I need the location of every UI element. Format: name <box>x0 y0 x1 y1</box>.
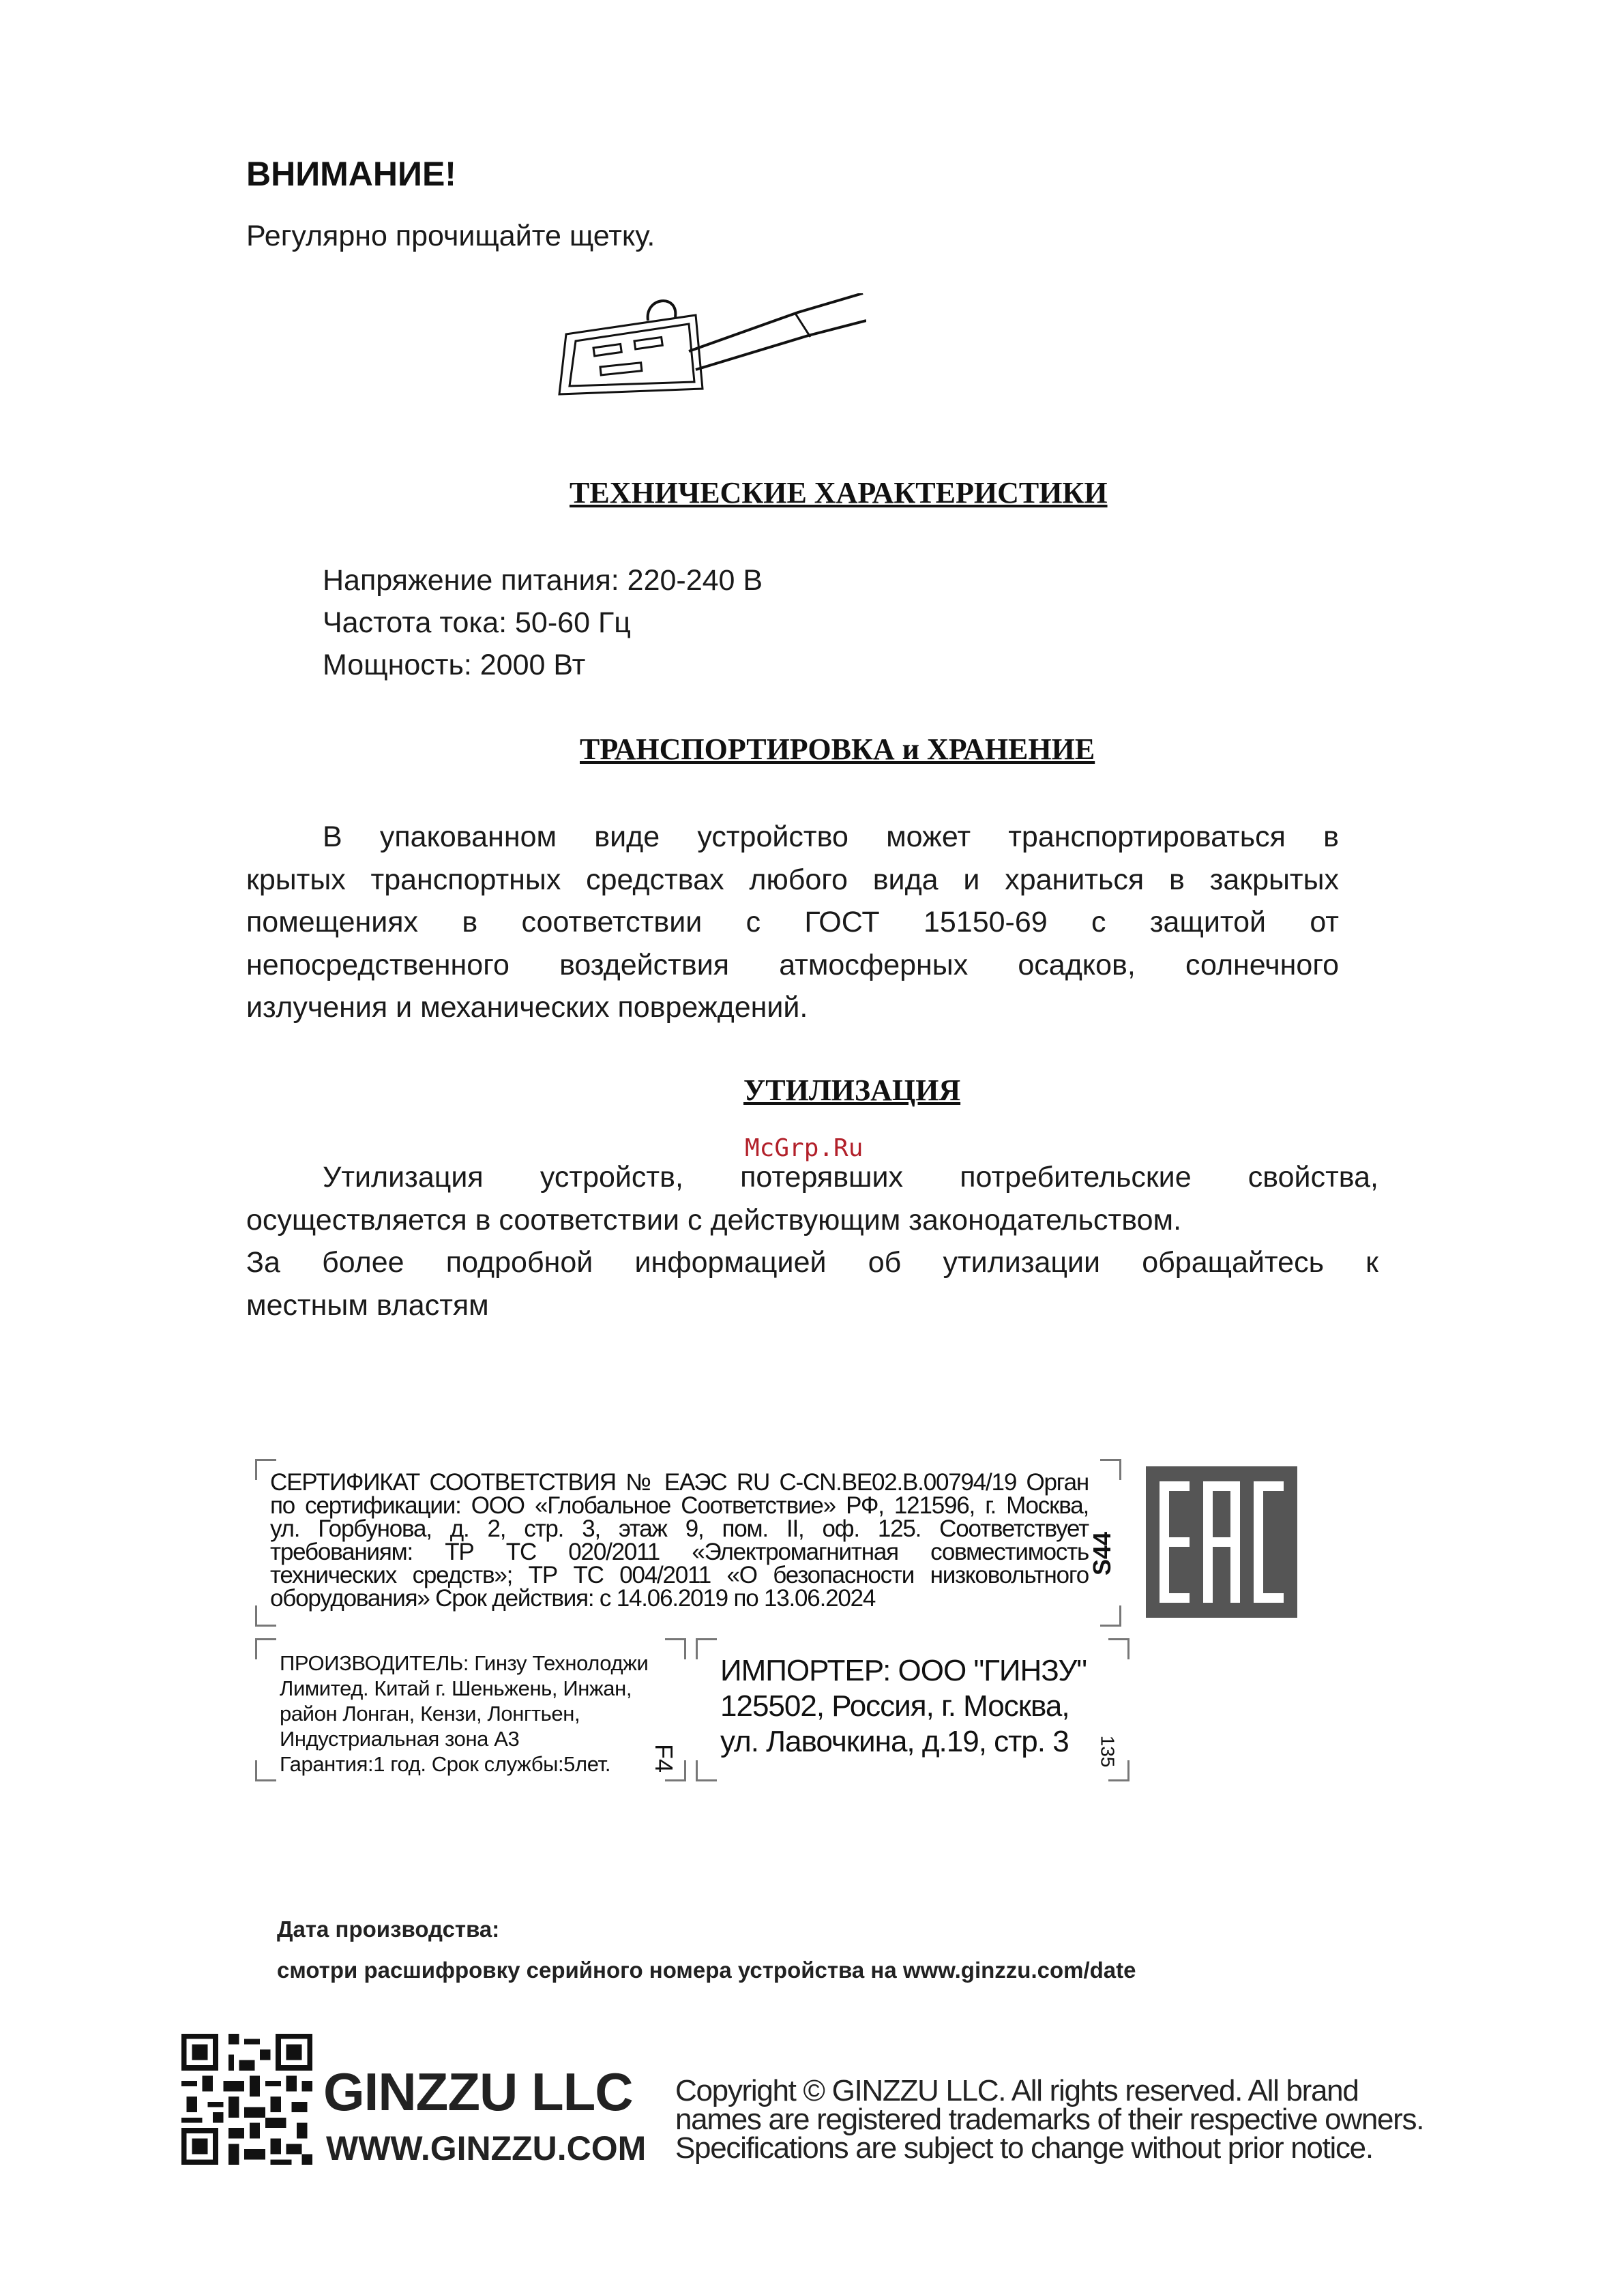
manufacturer-line: район Лонган, Кензи, Лонгтьен, <box>280 1702 580 1726</box>
manufacturer-line: Лимитед. Китай г. Шеньжень, Инжан, <box>280 1676 632 1700</box>
disposal-title: УТИЛИЗАЦИЯ <box>743 1074 961 1107</box>
transport-line: излучения и механических повреждений. <box>246 991 808 1024</box>
importer-line: 125502, Россия, г. Москва, <box>720 1689 1069 1723</box>
brush-cleaning-illustration <box>552 293 866 413</box>
brand-website: WWW.GINZZU.COM <box>326 2129 647 2167</box>
specs-title: ТЕХНИЧЕСКИЕ ХАРАКТЕРИСТИКИ <box>570 476 1108 509</box>
importer-line: ул. Лавочкина, д.19, стр. 3 <box>720 1725 1069 1758</box>
importer-label <box>696 1638 1130 1781</box>
transport-line: помещениях в соответствии с ГОСТ 15150-69 с защитой от <box>246 906 1339 938</box>
importer-code: 135 <box>1097 1735 1119 1768</box>
certificate-line: ул. Горбунова, д. 2, стр. 3, этаж 9, пом. II, оф. 125. Соответствует <box>270 1515 1089 1542</box>
copyright-line: names are registered trademarks of their respective owners. <box>675 2103 1424 2136</box>
certificate-line: требованиям: ТР ТС 020/2011 «Электромагнитная совместимость <box>270 1539 1089 1565</box>
certificate-line: СЕРТИФИКАТ СООТВЕТСТВИЯ № ЕАЭС RU C-CN.BE02.B.00794/19 Орган <box>270 1469 1089 1496</box>
copyright-line: Specifications are subject to change without prior notice. <box>675 2131 1373 2165</box>
manufacturer-text <box>280 1650 648 1777</box>
disposal-paragraph <box>246 1156 1378 1327</box>
manufacturer-label <box>255 1638 686 1781</box>
transport-line: крытых транспортных средствах любого вида и храниться в закрытых <box>246 863 1339 896</box>
specs-list <box>323 559 763 686</box>
warning-text: Регулярно прочищайте щетку. <box>246 220 655 252</box>
transport-paragraph <box>246 816 1339 1029</box>
certificate-line: технических средств»; ТР ТС 004/2011 «О безопасности низковольтного <box>270 1562 1089 1588</box>
eac-mark-icon <box>1146 1466 1297 1618</box>
certificate-code: S44 <box>1088 1531 1116 1575</box>
disposal-line: осуществляется в соответствии с действующим законодательством. <box>246 1203 1182 1237</box>
certificate-line: оборудования» Срок действия: с 14.06.2019 по 13.06.2024 <box>270 1585 876 1612</box>
disposal-line: За более подробной информацией об утилизации обращайтесь к <box>246 1246 1378 1279</box>
certificate-label <box>255 1459 1121 1627</box>
certificate-text <box>270 1471 1089 1610</box>
production-date-text: смотри расшифровку серийного номера устройства на www.ginzzu.com/date <box>277 1957 1136 1983</box>
manufacturer-line: Гарантия:1 год. Срок службы:5лет. <box>280 1752 611 1776</box>
importer-text <box>720 1653 1087 1760</box>
manufacturer-line: ПРОИЗВОДИТЕЛЬ: Гинзу Технолоджи <box>280 1651 649 1675</box>
spec-power: Мощность: 2000 Вт <box>323 649 586 681</box>
certificate-line: по сертификации: ООО «Глобальное Соответствие» РФ, 121596, г. Москва, <box>270 1492 1089 1519</box>
transport-line: В упакованном виде устройство может транспортироваться в <box>323 820 1339 853</box>
warning-title: ВНИМАНИЕ! <box>246 155 456 193</box>
manufacturer-code: F4 <box>650 1743 679 1773</box>
production-date-title: Дата производства: <box>277 1916 500 1942</box>
spec-voltage: Напряжение питания: 220-240 В <box>323 564 763 597</box>
watermark-text: McGrp.Ru <box>745 1134 863 1162</box>
manufacturer-line: Индустриальная зона А3 <box>280 1727 520 1751</box>
disposal-line: Утилизация устройств, потерявших потребительские свойства, <box>323 1161 1378 1194</box>
brand-name: GINZZU LLC <box>323 2062 633 2122</box>
copyright-notice <box>675 2074 1483 2165</box>
importer-line: ИМПОРТЕР: ООО "ГИНЗУ" <box>720 1654 1087 1687</box>
spec-frequency: Частота тока: 50-60 Гц <box>323 606 631 639</box>
transport-title: ТРАНСПОРТИРОВКА и ХРАНЕНИЕ <box>580 732 1095 766</box>
copyright-line: Copyright © GINZZU LLC. All rights reserved. All brand <box>675 2074 1359 2107</box>
qr-code-icon <box>181 2034 312 2165</box>
disposal-line: местным властям <box>246 1288 489 1322</box>
transport-line: непосредственного воздействия атмосферных осадков, солнечного <box>246 948 1339 981</box>
